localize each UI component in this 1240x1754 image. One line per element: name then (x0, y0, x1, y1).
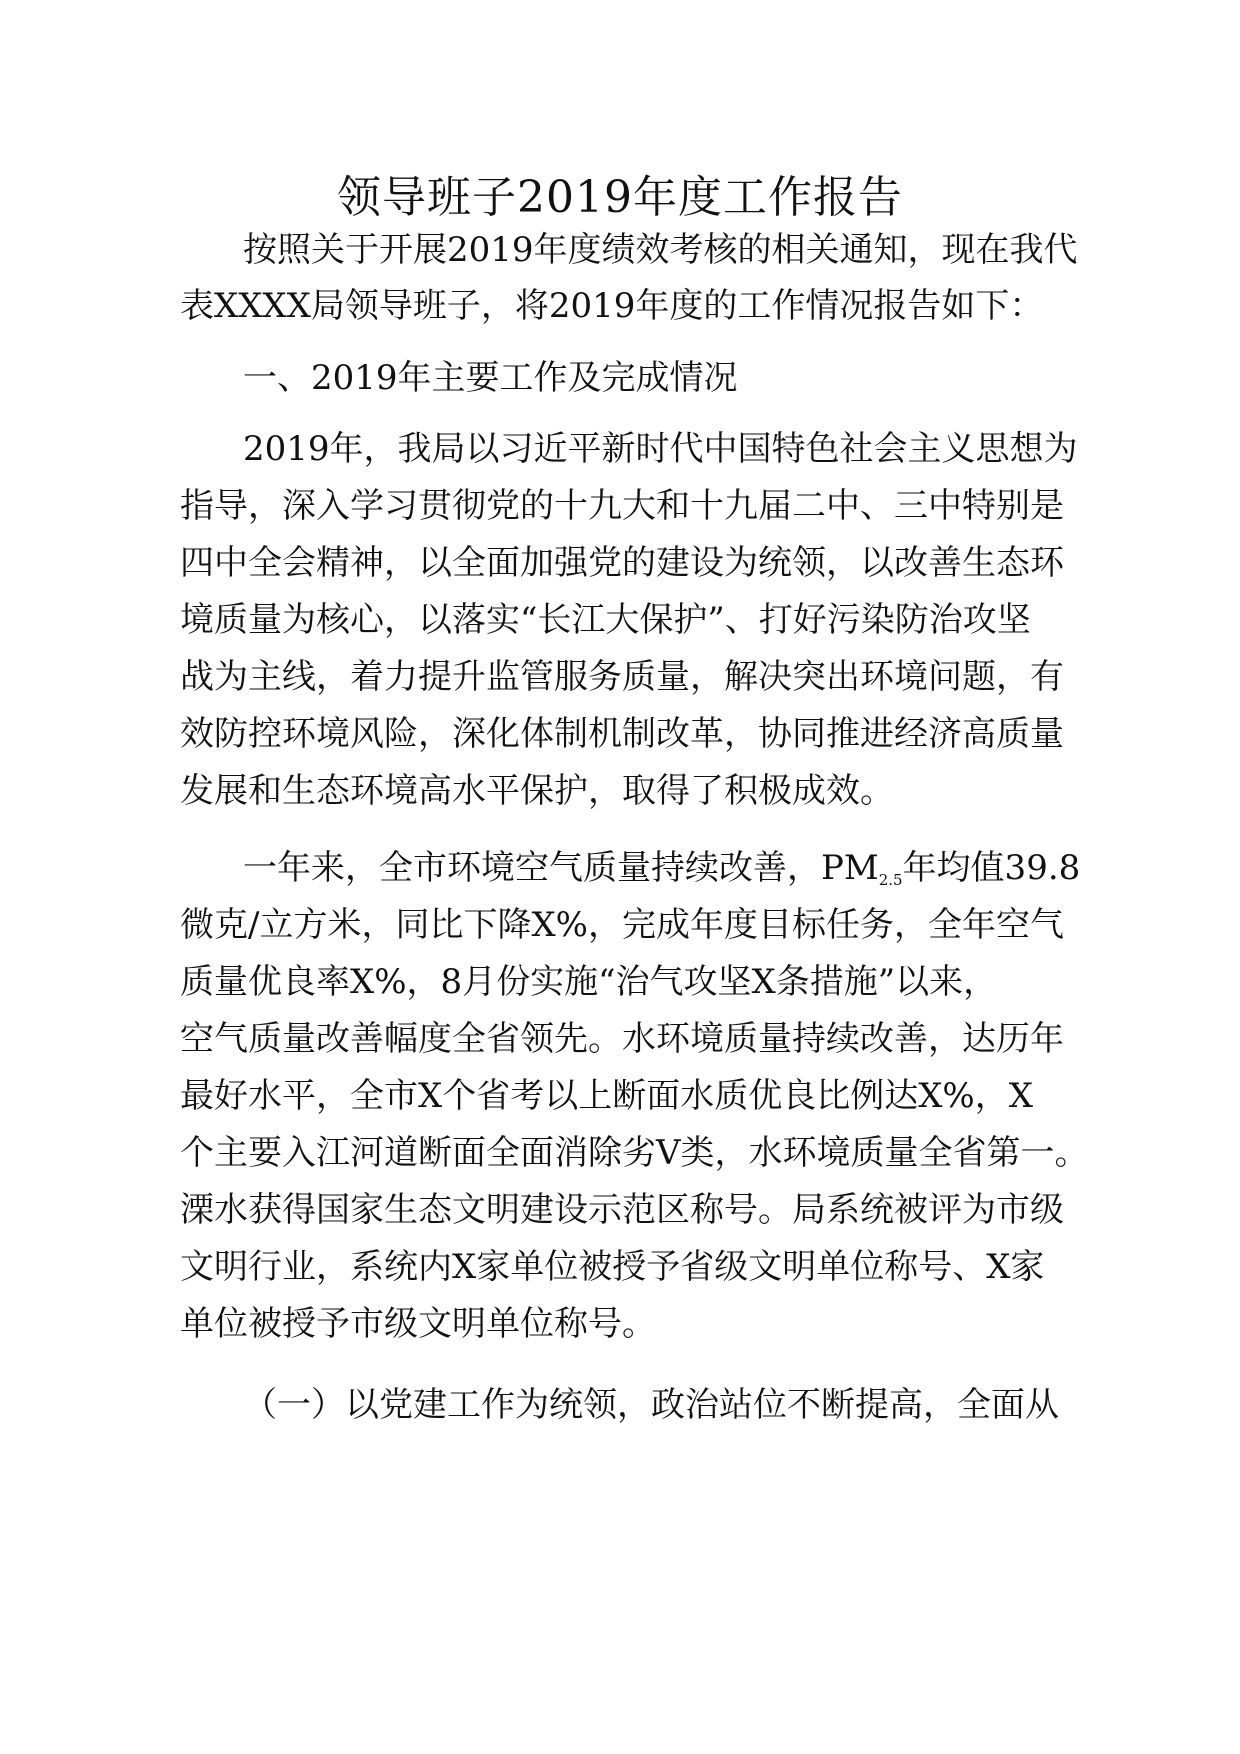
subsection-1-heading: （一）以党建工作为统领，政治站位不断提高，全面从 (243, 1385, 1059, 1425)
paragraph-2-line-2: 微克/立方米，同比下降X%，完成年度目标任务，全年空气 (180, 905, 1064, 945)
section-1-heading: 一、2019年主要工作及完成情况 (243, 358, 738, 398)
pm-subscript: 2.5 (878, 871, 903, 889)
paragraph-2-line-7: 溧水获得国家生态文明建设示范区称号。局系统被评为市级 (180, 1190, 1064, 1230)
paragraph-2-line-6: 个主要入江河道断面全面消除劣Ⅴ类，水环境质量全省第一。 (180, 1133, 1089, 1173)
paragraph-1-line-1: 2019年，我局以习近平新时代中国特色社会主义思想为 (243, 429, 1078, 469)
document-title: 领导班子2019年度工作报告 (337, 172, 903, 223)
paragraph-2-line-1 (243, 842, 1080, 894)
paragraph-1-line-7: 发展和生态环境高水平保护，取得了积极成效。 (180, 771, 894, 811)
paragraph-1-line-4: 境质量为核心，以落实“长江大保护”、打好污染防治攻坚 (180, 600, 1031, 640)
paragraph-2-line-8: 文明行业，系统内X家单位被授予省级文明单位称号、X家 (180, 1247, 1045, 1287)
intro-line-1: 按照关于开展2019年度绩效考核的相关通知，现在我代 (243, 230, 1078, 270)
paragraph-1-line-2: 指导，深入学习贯彻党的十九大和十九届二中、三中特别是 (180, 486, 1064, 526)
paragraph-1-line-5: 战为主线，着力提升监管服务质量，解决突出环境问题，有 (180, 657, 1064, 697)
paragraph-1-line-6: 效防控环境风险，深化体制机制改革，协同推进经济高质量 (180, 714, 1064, 754)
paragraph-2-line-4: 空气质量改善幅度全省领先。水环境质量持续改善，达历年 (180, 1019, 1064, 1059)
paragraph-2-line-9: 单位被授予市级文明单位称号。 (180, 1304, 656, 1344)
pm-text-before: 一年来，全市环境空气质量持续改善，PM (243, 848, 879, 888)
pm-text-after: 年均值39.8 (902, 848, 1081, 888)
intro-line-2: 表XXXX局领导班子，将2019年度的工作情况报告如下： (180, 286, 1044, 326)
paragraph-1-line-3: 四中全会精神，以全面加强党的建设为统领，以改善生态环 (180, 543, 1064, 583)
paragraph-2-line-5: 最好水平，全市X个省考以上断面水质优良比例达X%，X (180, 1076, 1033, 1116)
paragraph-2-line-3: 质量优良率X%，8月份实施“治气攻坚X条措施”以来， (180, 962, 998, 1002)
